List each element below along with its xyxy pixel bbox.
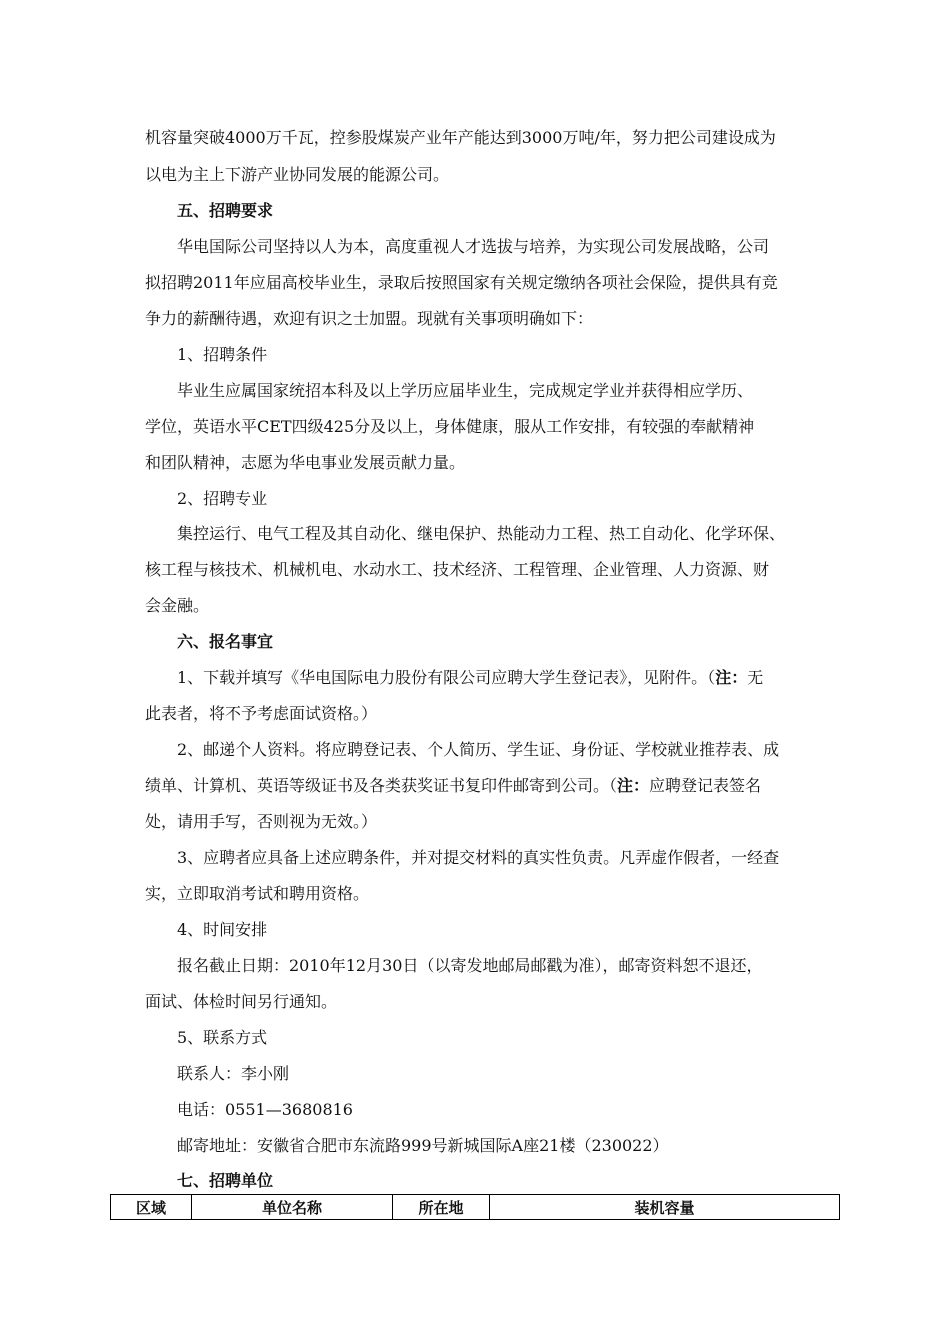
line-text: 绩单、计算机、英语等级证书及各类获奖证书复印件邮寄到公司。（	[145, 776, 618, 795]
recruiting-units-table	[110, 1194, 840, 1220]
column-header: 单位名称	[192, 1195, 393, 1220]
paragraph-line: 集控运行、电气工程及其自动化、继电保护、热能动力工程、热工自动化、化学环保、	[177, 524, 786, 543]
paragraph-line: 拟招聘2011年应届高校毕业生，录取后按照国家有关规定缴纳各项社会保险，提供具有竞	[145, 273, 778, 292]
table-header-row	[111, 1195, 840, 1220]
subsection-heading: 2、招聘专业	[177, 489, 268, 508]
paragraph-line	[177, 668, 817, 688]
paragraph-line: 会金融。	[145, 596, 210, 615]
note-label: 注：	[715, 668, 748, 687]
paragraph-line: 处，请用手写，否则视为无效。）	[145, 812, 378, 831]
note-label: 注：	[617, 776, 650, 795]
paragraph-line	[145, 776, 815, 796]
paragraph-line: 3、应聘者应具备上述应聘条件，并对提交材料的真实性负责。凡弄虚作假者，一经查	[177, 848, 780, 867]
contact-phone: 电话：0551—3680816	[177, 1100, 353, 1119]
paragraph-line: 报名截止日期：2010年12月30日（以寄发地邮局邮戳为准），邮寄资料恕不退还，	[177, 956, 763, 975]
paragraph-line: 华电国际公司坚持以人为本，高度重视人才选拔与培养，为实现公司发展战略，公司	[177, 237, 770, 256]
column-header: 区域	[111, 1195, 192, 1220]
subsection-heading: 5、联系方式	[177, 1028, 268, 1047]
paragraph-line: 机容量突破4000万千瓦，控参股煤炭产业年产能达到3000万吨/年，努力把公司建设成为	[145, 128, 776, 147]
column-header: 装机容量	[490, 1195, 840, 1220]
paragraph-line: 和团队精神，志愿为华电事业发展贡献力量。	[145, 453, 466, 472]
section-heading: 七、招聘单位	[177, 1171, 274, 1190]
line-text: 应聘登记表签名	[649, 776, 762, 795]
section-heading: 五、招聘要求	[177, 201, 274, 220]
paragraph-line: 2、邮递个人资料。将应聘登记表、个人简历、学生证、身份证、学校就业推荐表、成	[177, 740, 780, 759]
column-header: 所在地	[393, 1195, 490, 1220]
subsection-heading: 1、招聘条件	[177, 345, 268, 364]
line-text: 无	[747, 668, 764, 687]
paragraph-line: 核工程与核技术、机械机电、水动水工、技术经济、工程管理、企业管理、人力资源、财	[145, 560, 770, 579]
paragraph-line: 以电为主上下游产业协同发展的能源公司。	[145, 165, 450, 184]
paragraph-line: 实，立即取消考试和聘用资格。	[145, 884, 370, 903]
section-heading: 六、报名事宜	[177, 632, 274, 651]
subsection-heading: 4、时间安排	[177, 920, 268, 939]
line-text: 1、下载并填写《华电国际电力股份有限公司应聘大学生登记表》，见附件。（	[177, 668, 716, 687]
paragraph-line: 学位，英语水平CET四级425分及以上，身体健康，服从工作安排，有较强的奉献精神	[145, 417, 755, 436]
paragraph-line: 此表者，将不予考虑面试资格。）	[145, 704, 378, 723]
contact-person: 联系人：李小刚	[177, 1064, 290, 1083]
paragraph-line: 争力的薪酬待遇，欢迎有识之士加盟。现就有关事项明确如下：	[145, 309, 594, 328]
paragraph-line: 面试、体检时间另行通知。	[145, 992, 338, 1011]
mailing-address: 邮寄地址：安徽省合肥市东流路999号新城国际A座21楼（230022）	[177, 1136, 669, 1155]
paragraph-line: 毕业生应属国家统招本科及以上学历应届毕业生，完成规定学业并获得相应学历、	[177, 381, 754, 400]
